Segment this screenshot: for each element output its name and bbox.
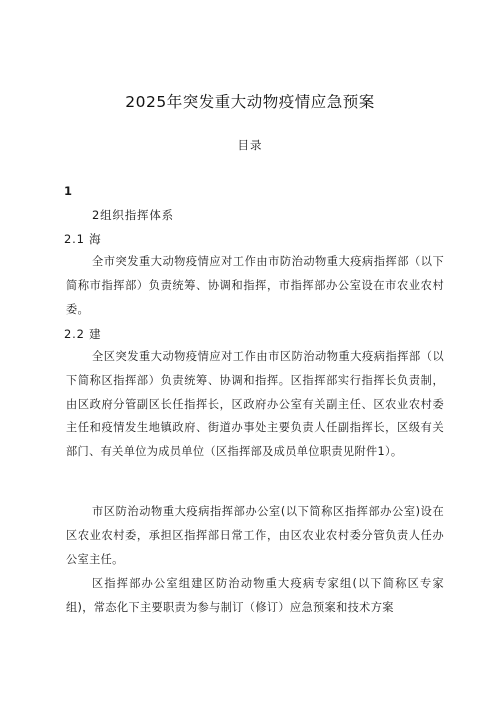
paragraph: 全区突发重大动物疫情应对工作由市区防治动物重大疫病指挥部（以下简称区指挥部）负责统筹、协调和指挥。区指挥部实行指挥长负责制，由区政府分管副区长任指挥长，区政府办公室有关副主任、区农业农村委主任和疫情发生地镇政府、街道办事处主要负责人任副指挥长，区级有关部门、有关单位为成员单位（区指挥部及成员单位职责见附件1）。 [66,350,444,459]
paragraph: 区指挥部办公室组建区防治动物重大疫病专家组(以下简称区专家组)，常态化下主要职责为参与制订（修订）应急预案和技术方案 [66,577,444,614]
document-title: 2025年突发重大动物疫情应急预案 [125,93,375,111]
toc-heading: 目录 [237,138,263,152]
subsection-heading-2-2: 2.2 建 [64,327,102,341]
paragraph: 市区防治动物重大疫病指挥部办公室(以下简称区指挥部办公室)设在区农业农村委，承担区指挥部日常工作，由区农业农村委分管负责人任办公室主任。 [66,505,444,566]
section-heading-1: 1 [64,184,73,198]
subsection-heading-2-1: 2.1 海 [64,232,102,246]
section-heading-2: 2组织指挥体系 [92,208,174,222]
paragraph: 全市突发重大动物疫情应对工作由市防治动物重大疫病指挥部（以下简称市指挥部）负责统筹、协调和指挥，市指挥部办公室设在市农业农村委。 [66,255,444,316]
